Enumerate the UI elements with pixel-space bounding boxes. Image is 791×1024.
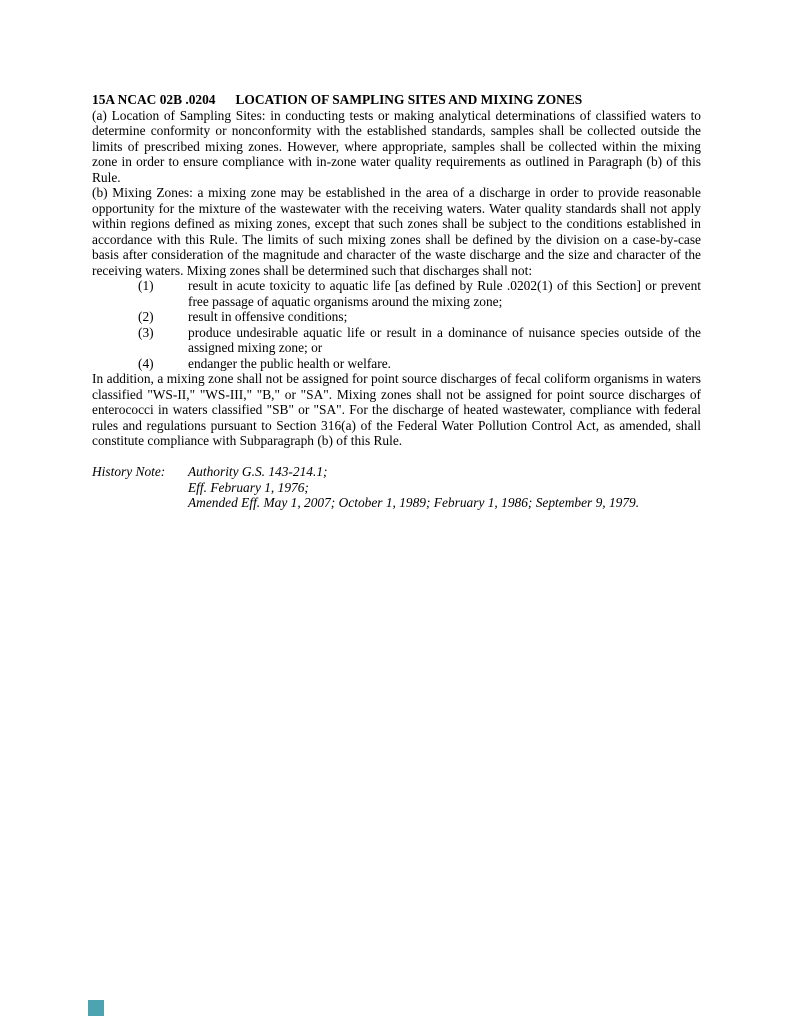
rule-heading: LOCATION OF SAMPLING SITES AND MIXING ZONES xyxy=(235,92,583,107)
rule-number: 15A NCAC 02B .0204 xyxy=(92,92,216,107)
rule-title xyxy=(92,92,701,108)
rule-document xyxy=(92,92,701,511)
conditions-list xyxy=(92,278,701,371)
paragraph-b: (b) Mixing Zones: a mixing zone may be established in the area of a discharge in order to provide reasonable opportunity for the mixture of the wastewater with the receiving waters. Water quality standards shall not apply within regions defined as mixing zones, except that such zones shall be subject to the conditions established in accordance with this Rule. The limits of such mixing zones shall be defined by the division on a case-by-case basis after consideration of the magnitude and character of the waste discharge and the size and character of the receiving waters. Mixing zones shall be determined such that discharges shall not: xyxy=(92,185,701,278)
list-item xyxy=(92,356,701,372)
paragraph-a: (a) Location of Sampling Sites: in conducting tests or making analytical determinations of classified waters to determine conformity or nonconformity with the established standards, samples shall be collected outside the limits of prescribed mixing zones. However, where appropriate, samples shall be collected within the mixing zone in order to ensure compliance with in-zone water quality requirements as outlined in Paragraph (b) of this Rule. xyxy=(92,107,701,185)
list-item-text: endanger the public health or welfare. xyxy=(188,355,391,371)
closing-paragraph: In addition, a mixing zone shall not be assigned for point source discharges of fecal coliform organisms in waters classified "WS-II," "WS-III," "B," or "SA". Mixing zones shall not be assigned for point source discharges of enterococci in waters classified "SB" or "SA". For the discharge of heated wastewater, compliance with federal rules and regulations pursuant to Section 316(a) of the Federal Water Pollution Control Act, as amended, shall constitute compliance with Subparagraph (b) of this Rule. xyxy=(92,371,701,448)
list-item xyxy=(92,325,701,356)
list-item-number: (2) xyxy=(138,309,154,324)
list-item-text: result in offensive conditions; xyxy=(188,309,348,324)
list-item-number: (3) xyxy=(138,324,154,340)
history-note-label: History Note: xyxy=(92,464,166,479)
history-note-lines xyxy=(188,464,701,511)
history-line: Eff. February 1, 1976; xyxy=(188,479,309,495)
list-item-number: (1) xyxy=(138,278,154,293)
history-line: Authority G.S. 143-214.1; xyxy=(188,464,328,479)
list-item-number: (4) xyxy=(138,355,154,371)
list-item-text: result in acute toxicity to aquatic life [as defined by Rule .0202(1) of this Section] or prevent free passage of aquatic organisms around the mixing zone; xyxy=(188,278,701,309)
list-item-text: produce undesirable aquatic life or result in a dominance of nuisance species outside of the assigned mixing zone; or xyxy=(188,324,701,355)
list-item xyxy=(92,309,701,325)
history-note xyxy=(92,464,701,511)
page-corner-marker xyxy=(88,1000,104,1016)
list-item xyxy=(92,278,701,309)
history-line: Amended Eff. May 1, 2007; October 1, 1989; February 1, 1986; September 9, 1979. xyxy=(188,495,640,510)
